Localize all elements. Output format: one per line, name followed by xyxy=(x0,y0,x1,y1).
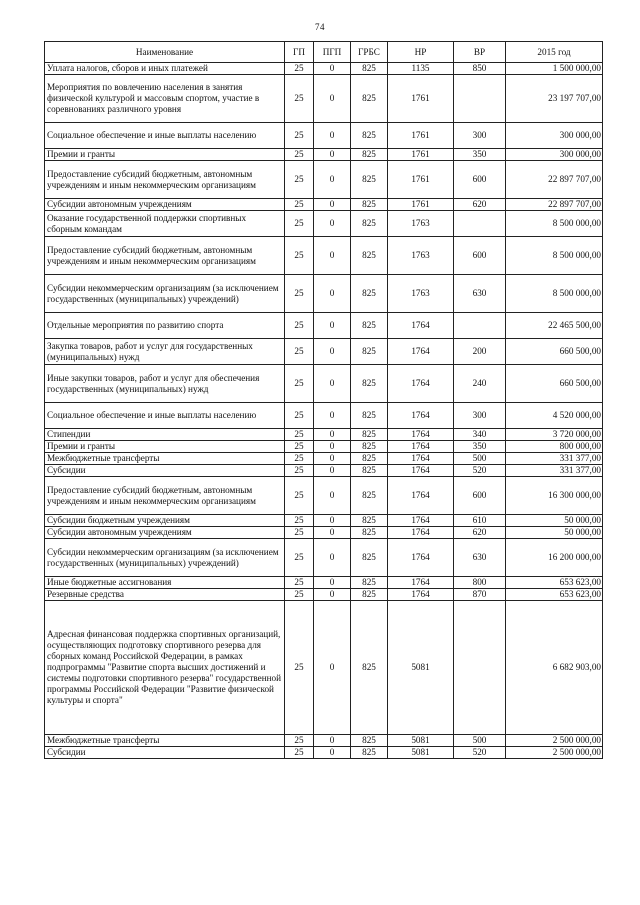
cell-nr: 1761 xyxy=(388,149,454,161)
cell-vr: 500 xyxy=(454,735,506,747)
cell-grbs: 825 xyxy=(351,237,388,275)
cell-amount: 660 500,00 xyxy=(506,339,603,365)
cell-name: Мероприятия по вовлечению населения в занятия физической культурой и массовым спортом, участие в соревнованиях различного уровня xyxy=(45,75,285,123)
cell-gp: 25 xyxy=(285,515,314,527)
cell-amount: 8 500 000,00 xyxy=(506,275,603,313)
cell-gp: 25 xyxy=(285,477,314,515)
cell-name: Оказание государственной поддержки спортивных сборным командам xyxy=(45,211,285,237)
cell-grbs: 825 xyxy=(351,123,388,149)
cell-pgp: 0 xyxy=(314,441,351,453)
table-row xyxy=(45,515,603,527)
cell-vr xyxy=(454,313,506,339)
cell-gp: 25 xyxy=(285,403,314,429)
cell-nr: 1761 xyxy=(388,161,454,199)
cell-nr: 1764 xyxy=(388,577,454,589)
cell-amount: 2 500 000,00 xyxy=(506,747,603,759)
page-number: 74 xyxy=(315,22,325,32)
cell-pgp: 0 xyxy=(314,465,351,477)
cell-amount: 22 465 500,00 xyxy=(506,313,603,339)
table-row xyxy=(45,403,603,429)
cell-name: Социальное обеспечение и иные выплаты населению xyxy=(45,403,285,429)
cell-amount: 22 897 707,00 xyxy=(506,199,603,211)
table-row xyxy=(45,313,603,339)
cell-name: Предоставление субсидий бюджетным, автономным учреждениям и иным некоммерческим организациям xyxy=(45,161,285,199)
table-row xyxy=(45,63,603,75)
table-row xyxy=(45,589,603,601)
cell-amount: 1 500 000,00 xyxy=(506,63,603,75)
cell-gp: 25 xyxy=(285,211,314,237)
cell-amount: 2 500 000,00 xyxy=(506,735,603,747)
cell-grbs: 825 xyxy=(351,63,388,75)
cell-gp: 25 xyxy=(285,747,314,759)
cell-vr: 300 xyxy=(454,403,506,429)
table-row xyxy=(45,477,603,515)
cell-pgp: 0 xyxy=(314,539,351,577)
cell-vr: 850 xyxy=(454,63,506,75)
budget-table xyxy=(44,41,603,759)
cell-vr: 240 xyxy=(454,365,506,403)
cell-grbs: 825 xyxy=(351,199,388,211)
cell-nr: 1764 xyxy=(388,589,454,601)
cell-vr: 620 xyxy=(454,199,506,211)
cell-amount: 800 000,00 xyxy=(506,441,603,453)
cell-vr xyxy=(454,211,506,237)
cell-nr: 1764 xyxy=(388,429,454,441)
cell-pgp: 0 xyxy=(314,589,351,601)
cell-nr: 1761 xyxy=(388,75,454,123)
header-grbs: ГРБС xyxy=(351,42,388,63)
cell-pgp: 0 xyxy=(314,339,351,365)
cell-pgp: 0 xyxy=(314,515,351,527)
table-row xyxy=(45,577,603,589)
cell-vr: 600 xyxy=(454,477,506,515)
cell-name: Иные бюджетные ассигнования xyxy=(45,577,285,589)
cell-grbs: 825 xyxy=(351,589,388,601)
cell-vr: 520 xyxy=(454,747,506,759)
table-row xyxy=(45,211,603,237)
cell-gp: 25 xyxy=(285,465,314,477)
cell-name: Субсидии бюджетным учреждениям xyxy=(45,515,285,527)
table-row xyxy=(45,339,603,365)
header-nr: НР xyxy=(388,42,454,63)
cell-nr: 1764 xyxy=(388,365,454,403)
table-row xyxy=(45,199,603,211)
cell-grbs: 825 xyxy=(351,403,388,429)
cell-gp: 25 xyxy=(285,63,314,75)
cell-name: Премии и гранты xyxy=(45,149,285,161)
cell-gp: 25 xyxy=(285,365,314,403)
cell-gp: 25 xyxy=(285,441,314,453)
cell-nr: 1764 xyxy=(388,339,454,365)
cell-vr: 630 xyxy=(454,539,506,577)
cell-grbs: 825 xyxy=(351,211,388,237)
cell-gp: 25 xyxy=(285,429,314,441)
cell-pgp: 0 xyxy=(314,211,351,237)
cell-grbs: 825 xyxy=(351,429,388,441)
cell-amount: 331 377,00 xyxy=(506,453,603,465)
table-row xyxy=(45,365,603,403)
cell-pgp: 0 xyxy=(314,365,351,403)
cell-pgp: 0 xyxy=(314,199,351,211)
cell-name: Закупка товаров, работ и услуг для государственных (муниципальных) нужд xyxy=(45,339,285,365)
table-row xyxy=(45,429,603,441)
cell-vr: 610 xyxy=(454,515,506,527)
cell-pgp: 0 xyxy=(314,735,351,747)
cell-grbs: 825 xyxy=(351,275,388,313)
cell-vr: 350 xyxy=(454,441,506,453)
table-header-row xyxy=(45,42,603,63)
cell-grbs: 825 xyxy=(351,601,388,735)
table-row xyxy=(45,601,603,735)
cell-nr: 1135 xyxy=(388,63,454,75)
cell-name: Субсидии автономным учреждениям xyxy=(45,199,285,211)
cell-gp: 25 xyxy=(285,527,314,539)
cell-amount: 4 520 000,00 xyxy=(506,403,603,429)
header-year: 2015 год xyxy=(506,42,603,63)
table-row xyxy=(45,75,603,123)
cell-nr: 1764 xyxy=(388,539,454,577)
table-row xyxy=(45,149,603,161)
cell-nr: 1763 xyxy=(388,275,454,313)
cell-amount: 660 500,00 xyxy=(506,365,603,403)
cell-amount: 331 377,00 xyxy=(506,465,603,477)
cell-pgp: 0 xyxy=(314,63,351,75)
cell-grbs: 825 xyxy=(351,365,388,403)
cell-gp: 25 xyxy=(285,313,314,339)
cell-gp: 25 xyxy=(285,161,314,199)
header-pgp: ПГП xyxy=(314,42,351,63)
cell-grbs: 825 xyxy=(351,747,388,759)
cell-nr: 1764 xyxy=(388,441,454,453)
header-gp: ГП xyxy=(285,42,314,63)
cell-name: Резервные средства xyxy=(45,589,285,601)
cell-nr: 1764 xyxy=(388,313,454,339)
cell-gp: 25 xyxy=(285,589,314,601)
cell-vr: 620 xyxy=(454,527,506,539)
cell-gp: 25 xyxy=(285,199,314,211)
cell-grbs: 825 xyxy=(351,477,388,515)
cell-nr: 1764 xyxy=(388,453,454,465)
cell-name: Межбюджетные трансферты xyxy=(45,453,285,465)
cell-grbs: 825 xyxy=(351,735,388,747)
cell-nr: 1764 xyxy=(388,515,454,527)
cell-pgp: 0 xyxy=(314,527,351,539)
cell-amount: 16 300 000,00 xyxy=(506,477,603,515)
cell-pgp: 0 xyxy=(314,161,351,199)
cell-amount: 653 623,00 xyxy=(506,589,603,601)
cell-name: Субсидии xyxy=(45,747,285,759)
table-row xyxy=(45,453,603,465)
cell-grbs: 825 xyxy=(351,313,388,339)
cell-grbs: 825 xyxy=(351,527,388,539)
cell-pgp: 0 xyxy=(314,149,351,161)
table-row xyxy=(45,441,603,453)
cell-amount: 8 500 000,00 xyxy=(506,211,603,237)
table-row xyxy=(45,237,603,275)
cell-grbs: 825 xyxy=(351,577,388,589)
cell-grbs: 825 xyxy=(351,515,388,527)
cell-gp: 25 xyxy=(285,123,314,149)
cell-nr: 1764 xyxy=(388,477,454,515)
cell-pgp: 0 xyxy=(314,75,351,123)
table-row xyxy=(45,275,603,313)
cell-gp: 25 xyxy=(285,453,314,465)
cell-gp: 25 xyxy=(285,539,314,577)
cell-name: Субсидии xyxy=(45,465,285,477)
cell-vr: 340 xyxy=(454,429,506,441)
cell-pgp: 0 xyxy=(314,123,351,149)
cell-name: Уплата налогов, сборов и иных платежей xyxy=(45,63,285,75)
cell-name: Отдельные мероприятия по развитию спорта xyxy=(45,313,285,339)
cell-vr: 500 xyxy=(454,453,506,465)
cell-pgp: 0 xyxy=(314,403,351,429)
cell-gp: 25 xyxy=(285,339,314,365)
cell-amount: 3 720 000,00 xyxy=(506,429,603,441)
cell-pgp: 0 xyxy=(314,275,351,313)
cell-gp: 25 xyxy=(285,237,314,275)
cell-name: Социальное обеспечение и иные выплаты населению xyxy=(45,123,285,149)
cell-nr: 1763 xyxy=(388,237,454,275)
cell-nr: 1764 xyxy=(388,527,454,539)
table-row xyxy=(45,527,603,539)
cell-gp: 25 xyxy=(285,577,314,589)
cell-amount: 300 000,00 xyxy=(506,149,603,161)
cell-name: Субсидии некоммерческим организациям (за исключением государственных (муниципальных) учреждений) xyxy=(45,539,285,577)
cell-amount: 22 897 707,00 xyxy=(506,161,603,199)
cell-gp: 25 xyxy=(285,735,314,747)
cell-nr: 1763 xyxy=(388,211,454,237)
table-row xyxy=(45,539,603,577)
cell-vr: 200 xyxy=(454,339,506,365)
cell-grbs: 825 xyxy=(351,453,388,465)
cell-pgp: 0 xyxy=(314,237,351,275)
cell-amount: 8 500 000,00 xyxy=(506,237,603,275)
cell-vr: 300 xyxy=(454,123,506,149)
table-row xyxy=(45,735,603,747)
cell-nr: 5081 xyxy=(388,601,454,735)
cell-pgp: 0 xyxy=(314,313,351,339)
cell-grbs: 825 xyxy=(351,465,388,477)
cell-vr: 870 xyxy=(454,589,506,601)
cell-vr: 350 xyxy=(454,149,506,161)
cell-name: Предоставление субсидий бюджетным, автономным учреждениям и иным некоммерческим организациям xyxy=(45,237,285,275)
cell-name: Иные закупки товаров, работ и услуг для обеспечения государственных (муниципальных) нужд xyxy=(45,365,285,403)
cell-amount: 653 623,00 xyxy=(506,577,603,589)
cell-name: Адресная финансовая поддержка спортивных организаций, осуществляющих подготовку спортивного резерва для сборных команд Российской Федерации, в рамках подпрограммы "Развитие спорта высших достижений и системы подготовки спортивного резерва" государственной программы Российской Федерации "Развитие физической культуры и спорта" xyxy=(45,601,285,735)
cell-vr: 520 xyxy=(454,465,506,477)
cell-name: Премии и гранты xyxy=(45,441,285,453)
cell-gp: 25 xyxy=(285,601,314,735)
cell-vr: 800 xyxy=(454,577,506,589)
cell-nr: 5081 xyxy=(388,747,454,759)
cell-amount: 50 000,00 xyxy=(506,527,603,539)
cell-amount: 16 200 000,00 xyxy=(506,539,603,577)
cell-grbs: 825 xyxy=(351,441,388,453)
cell-amount: 6 682 903,00 xyxy=(506,601,603,735)
cell-grbs: 825 xyxy=(351,149,388,161)
cell-gp: 25 xyxy=(285,149,314,161)
cell-name: Субсидии некоммерческим организациям (за исключением государственных (муниципальных) учреждений) xyxy=(45,275,285,313)
header-vr: ВР xyxy=(454,42,506,63)
cell-amount: 23 197 707,00 xyxy=(506,75,603,123)
cell-nr: 1761 xyxy=(388,199,454,211)
table-row xyxy=(45,123,603,149)
table-row xyxy=(45,465,603,477)
cell-nr: 1761 xyxy=(388,123,454,149)
cell-nr: 1764 xyxy=(388,465,454,477)
cell-vr xyxy=(454,75,506,123)
cell-grbs: 825 xyxy=(351,161,388,199)
cell-vr: 630 xyxy=(454,275,506,313)
cell-vr: 600 xyxy=(454,161,506,199)
table-row xyxy=(45,747,603,759)
cell-pgp: 0 xyxy=(314,429,351,441)
cell-amount: 50 000,00 xyxy=(506,515,603,527)
cell-amount: 300 000,00 xyxy=(506,123,603,149)
cell-vr xyxy=(454,601,506,735)
table-row xyxy=(45,161,603,199)
cell-pgp: 0 xyxy=(314,577,351,589)
cell-name: Предоставление субсидий бюджетным, автономным учреждениям и иным некоммерческим организациям xyxy=(45,477,285,515)
cell-pgp: 0 xyxy=(314,453,351,465)
cell-vr: 600 xyxy=(454,237,506,275)
cell-gp: 25 xyxy=(285,275,314,313)
cell-pgp: 0 xyxy=(314,747,351,759)
cell-name: Стипендии xyxy=(45,429,285,441)
cell-grbs: 825 xyxy=(351,75,388,123)
cell-pgp: 0 xyxy=(314,601,351,735)
cell-pgp: 0 xyxy=(314,477,351,515)
header-name: Наименование xyxy=(45,42,285,63)
cell-name: Субсидии автономным учреждениям xyxy=(45,527,285,539)
cell-nr: 5081 xyxy=(388,735,454,747)
cell-nr: 1764 xyxy=(388,403,454,429)
cell-grbs: 825 xyxy=(351,339,388,365)
cell-grbs: 825 xyxy=(351,539,388,577)
cell-name: Межбюджетные трансферты xyxy=(45,735,285,747)
cell-gp: 25 xyxy=(285,75,314,123)
